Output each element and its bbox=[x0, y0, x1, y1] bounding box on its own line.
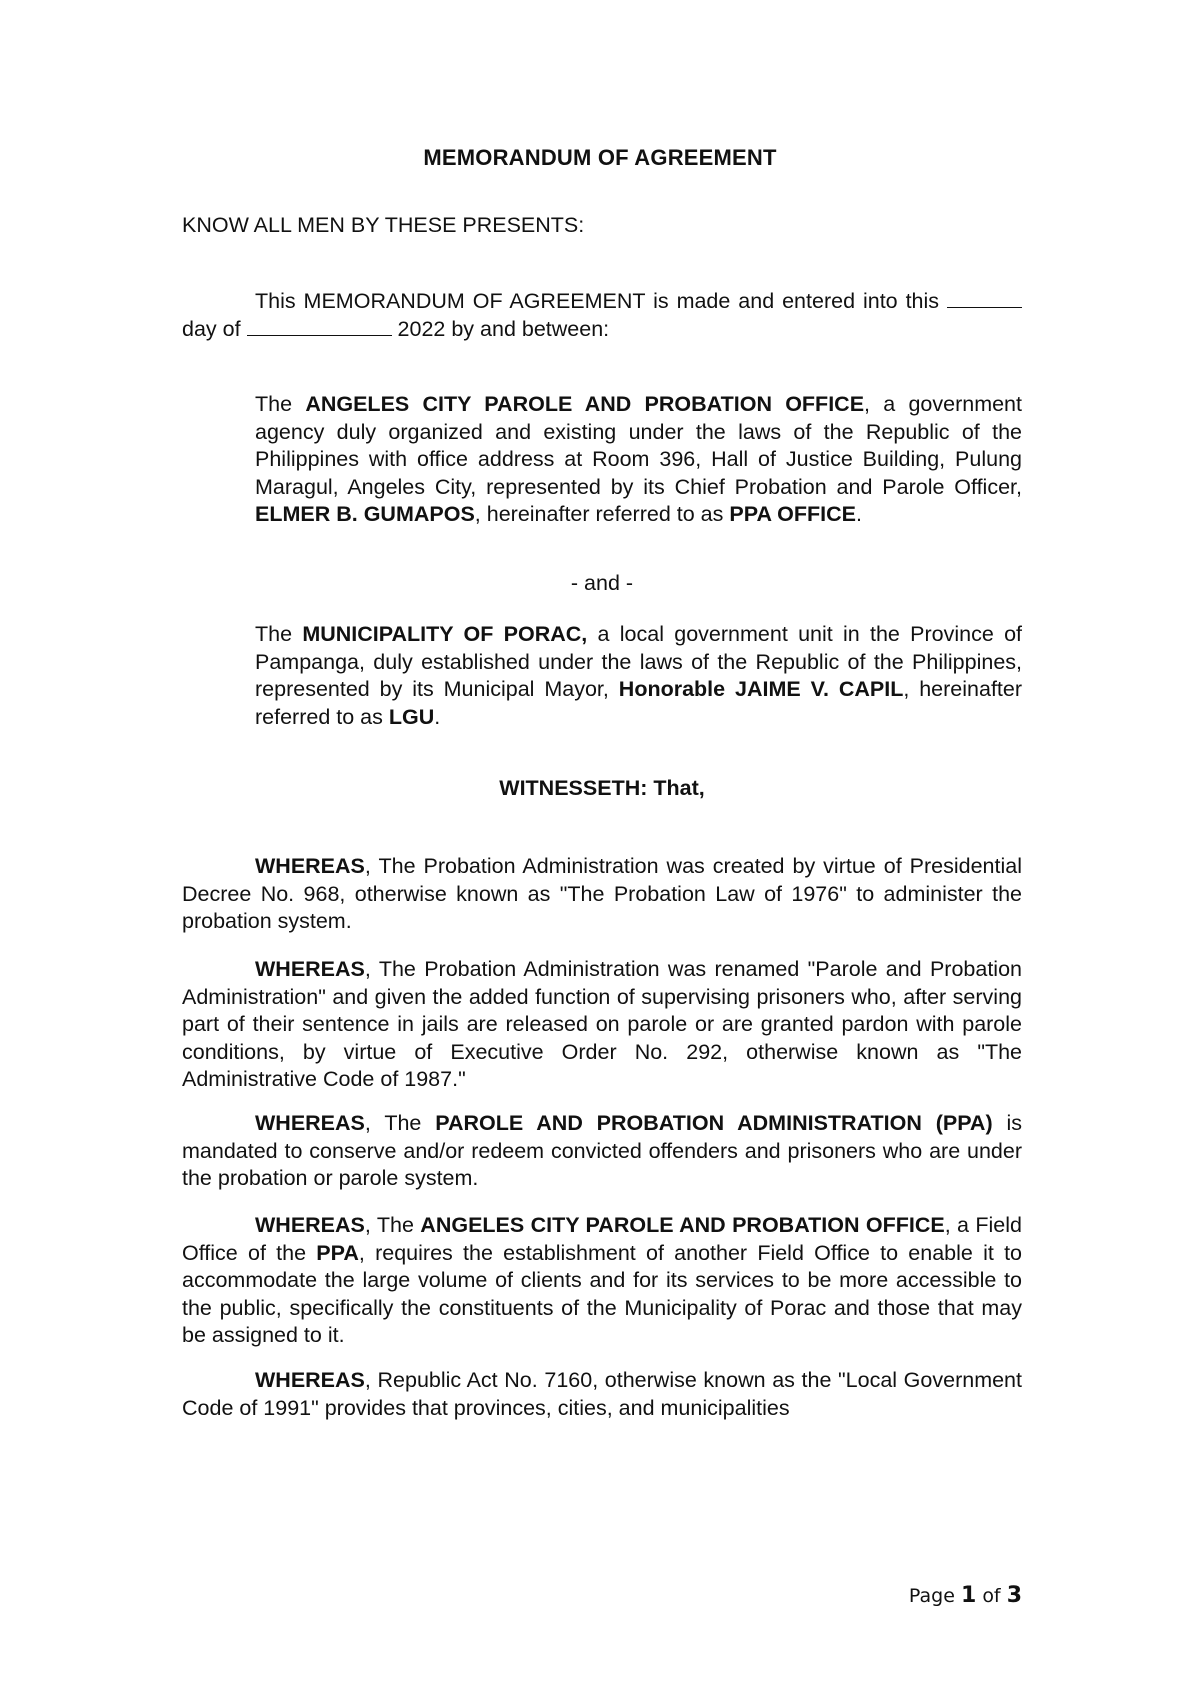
whereas-lead: WHEREAS bbox=[255, 1213, 365, 1237]
month-blank bbox=[247, 317, 392, 336]
ppa-abbrev: PPA bbox=[316, 1240, 359, 1265]
witnesseth-heading: WITNESSETH: That, bbox=[499, 776, 705, 800]
whereas-paragraph-3 bbox=[182, 1110, 1022, 1193]
party-one-representative: ELMER B. GUMAPOS bbox=[255, 502, 475, 526]
intro-text-3: 2022 by and between: bbox=[397, 316, 610, 341]
party-one-the: The bbox=[255, 392, 293, 416]
total-pages: 3 bbox=[1006, 1583, 1022, 1608]
and-separator: - and - bbox=[570, 571, 634, 595]
whereas-text: , Republic Act No. 7160, otherwise known as the "Local Government Code of 1991" provides that provinces, cities, and municipalities bbox=[182, 1368, 1022, 1420]
page-word: Page bbox=[908, 1585, 955, 1607]
whereas-text: , The Probation Administration was created by virtue of Presidential Decree No. 968, otherwise known as "The Probation Law of 1976" to administer the probation system. bbox=[182, 854, 1022, 933]
whereas-text-1: , The bbox=[364, 1111, 422, 1135]
party-one-name: ANGELES CITY PAROLE AND PROBATION OFFICE bbox=[305, 392, 865, 416]
party-one-end: . bbox=[855, 502, 862, 526]
party-one-paragraph bbox=[255, 391, 1022, 529]
whereas-paragraph-1 bbox=[182, 853, 1022, 936]
whereas-text-1: , The bbox=[364, 1213, 414, 1237]
whereas-lead: WHEREAS bbox=[255, 957, 365, 981]
intro-paragraph bbox=[182, 288, 1022, 343]
whereas-lead: WHEREAS bbox=[255, 854, 365, 878]
party-two-alias: LGU bbox=[388, 704, 435, 729]
office-name: ANGELES CITY PAROLE AND PROBATION OFFICE bbox=[420, 1213, 945, 1237]
whereas-text-2: , a Field Office of the bbox=[182, 1213, 1022, 1265]
whereas-text-3: , requires the establishment of another Field Office to enable it to accommodate the large volume of clients and for its services to be more accessible to the public, specifically the constituents of the Municipality of Porac and those that may be assigned to it. bbox=[182, 1240, 1022, 1347]
party-one-text-2: , hereinafter referred to as bbox=[474, 502, 724, 526]
party-two-the: The bbox=[255, 622, 293, 646]
party-two-paragraph bbox=[255, 621, 1022, 731]
party-two-text-2: , hereinafter referred to as bbox=[255, 677, 1023, 729]
party-two-end: . bbox=[434, 704, 441, 729]
ppa-name: PAROLE AND PROBATION ADMINISTRATION (PPA) bbox=[435, 1111, 993, 1135]
document-title: MEMORANDUM OF AGREEMENT bbox=[423, 145, 777, 170]
party-one-text-1: , a government agency duly organized and existing under the laws of the Republic of the Philippines with office address at Room 396, Hall of Justice Building, Pulung Maragul, Angeles City, represented by its Chief Probation and Parole Officer, bbox=[255, 392, 1022, 499]
intro-text-2: day of bbox=[182, 316, 241, 341]
of-word: of bbox=[982, 1585, 1001, 1607]
party-two-name: MUNICIPALITY OF PORAC, bbox=[302, 622, 588, 646]
page-number-footer bbox=[909, 1583, 1022, 1608]
whereas-lead: WHEREAS bbox=[255, 1368, 365, 1392]
party-two-representative: Honorable JAIME V. CAPIL bbox=[618, 677, 904, 701]
whereas-paragraph-2 bbox=[182, 956, 1022, 1094]
know-all-line: KNOW ALL MEN BY THESE PRESENTS: bbox=[182, 213, 585, 237]
day-blank bbox=[947, 289, 1022, 308]
party-one-alias: PPA OFFICE bbox=[729, 502, 856, 526]
current-page: 1 bbox=[960, 1583, 977, 1608]
whereas-paragraph-4 bbox=[182, 1212, 1022, 1350]
intro-text-1: This MEMORANDUM OF AGREEMENT is made and entered into this bbox=[255, 289, 940, 313]
whereas-lead: WHEREAS bbox=[255, 1111, 365, 1135]
party-two-text-1: a local government unit in the Province of Pampanga, duly established under the laws of the Republic of the Philippines, represented by its Municipal Mayor, bbox=[255, 622, 1023, 701]
whereas-text-2: is mandated to conserve and/or redeem convicted offenders and prisoners who are under the probation or parole system. bbox=[182, 1111, 1022, 1190]
whereas-paragraph-5 bbox=[182, 1367, 1022, 1422]
whereas-text: , The Probation Administration was renamed "Parole and Probation Administration" and given the added function of supervising prisoners who, after serving part of their sentence in jails are released on parole or are granted pardon with parole conditions, by virtue of Executive Order No. 292, otherwise known as "The Administrative Code of 1987." bbox=[182, 957, 1022, 1091]
